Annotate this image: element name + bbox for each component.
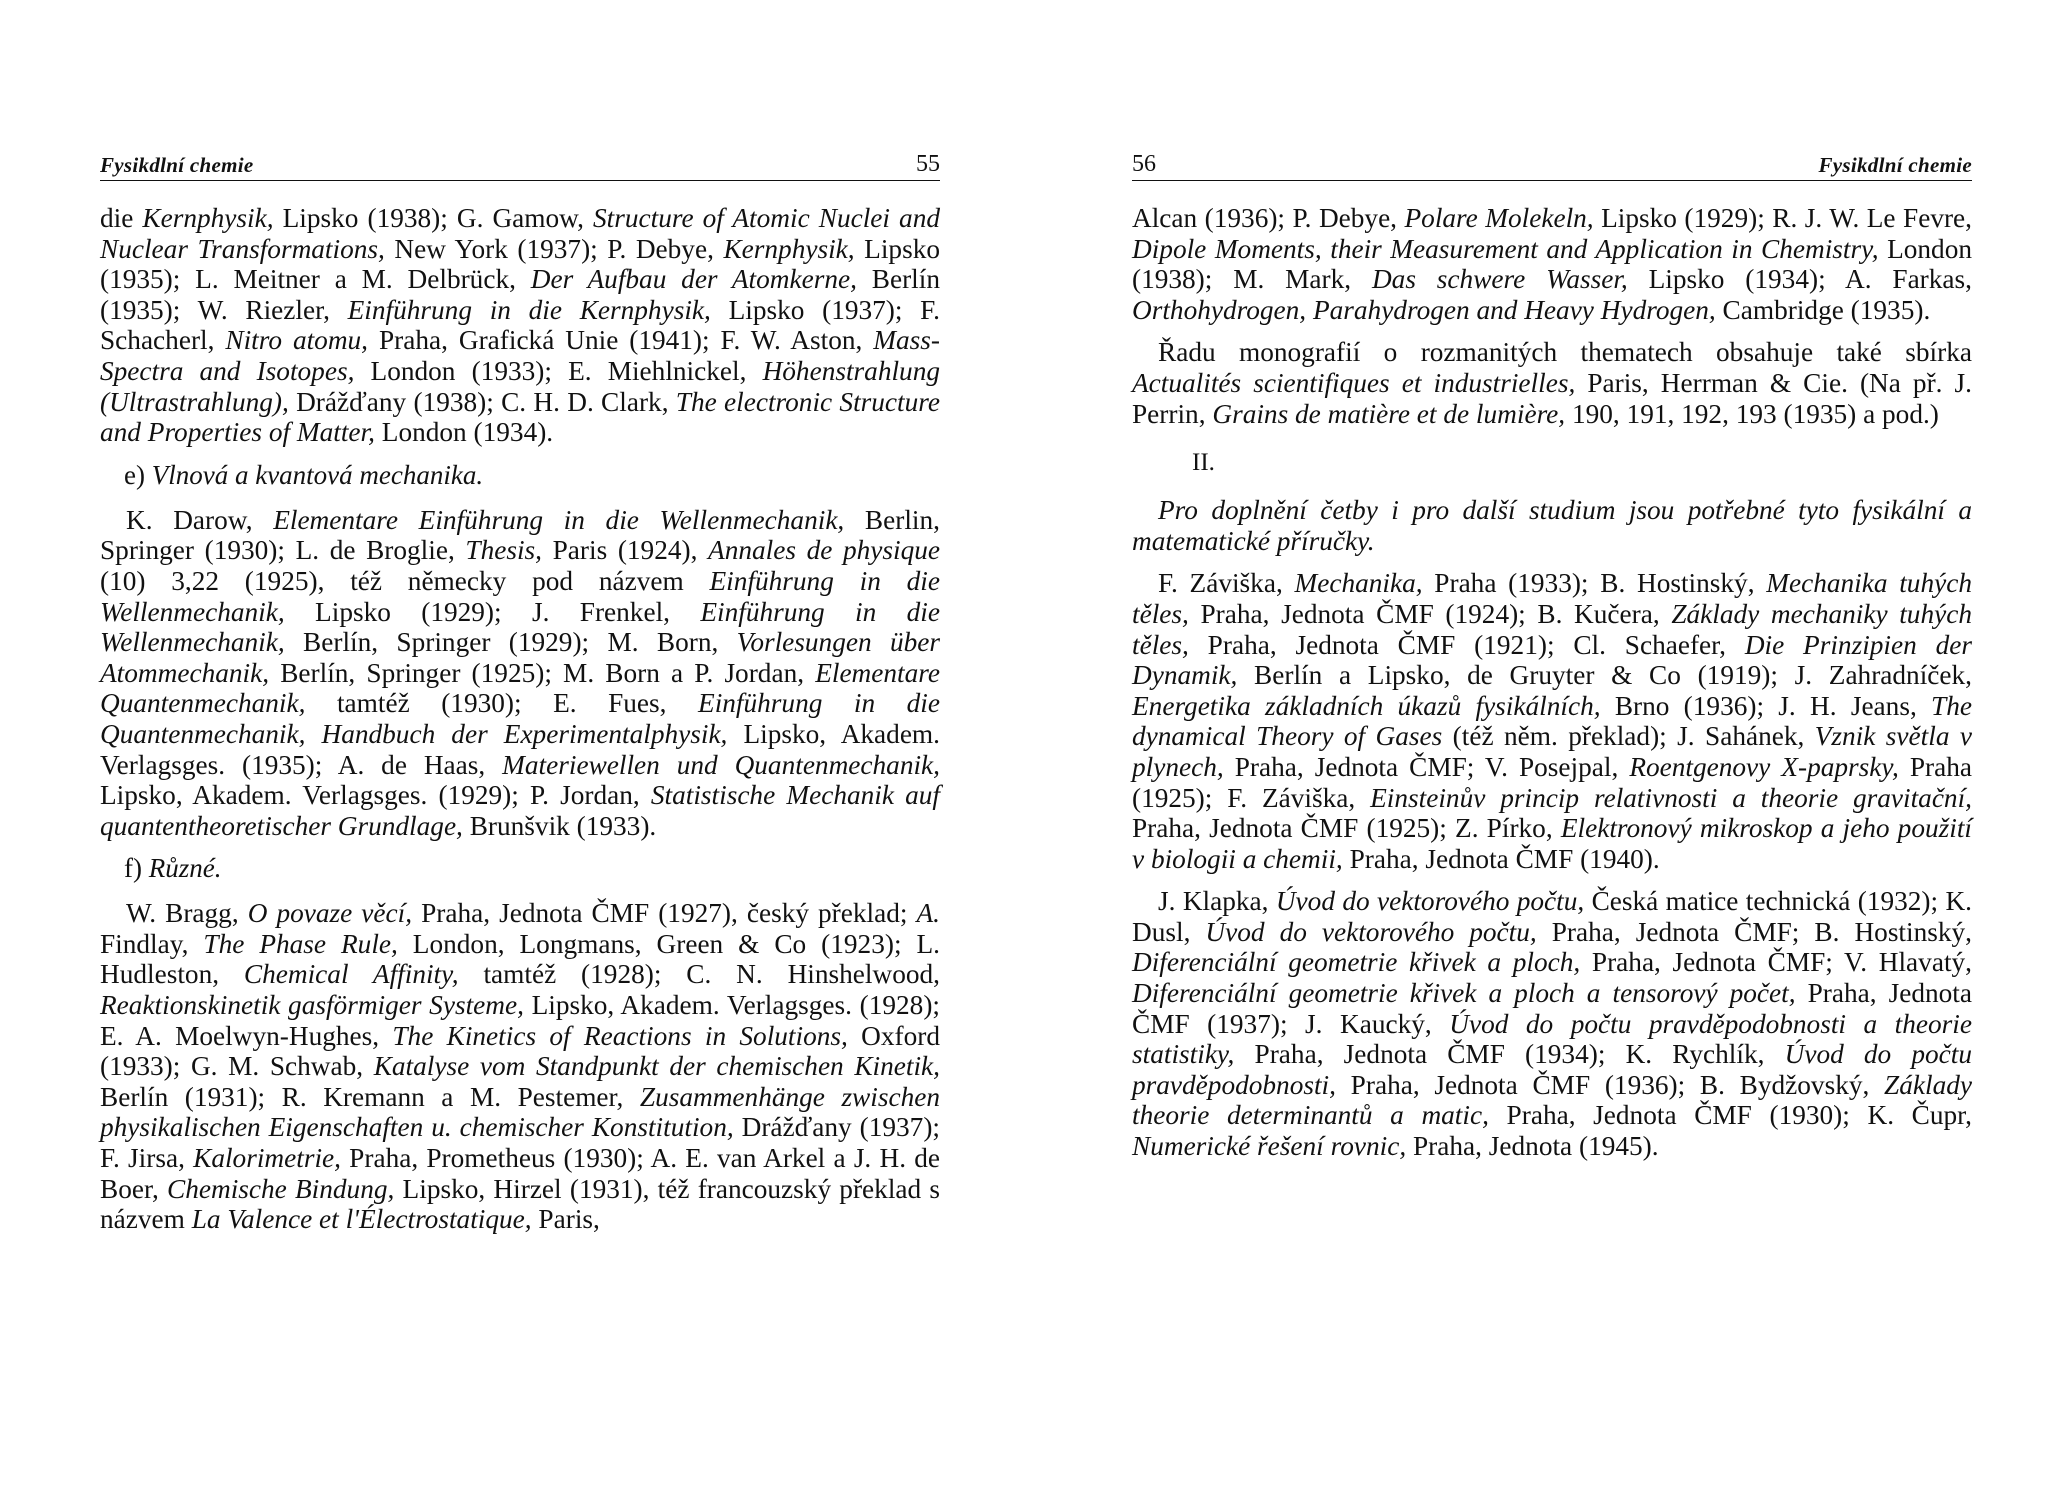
italic-title: Annales de physique	[708, 535, 940, 566]
italic-title: The dynamical Theory of Gases	[1132, 690, 1972, 752]
italic-title: Úvod do vektorového počtu,	[1275, 886, 1585, 917]
italic-title: Polare Molekeln,	[1404, 203, 1594, 233]
italic-title: Numerické řešení rovnic,	[1132, 1131, 1407, 1162]
italic-title: Chemische Bindung,	[167, 1173, 395, 1204]
section-title: Vlnová a kvantová mechanika.	[151, 459, 484, 490]
bibliography-paragraph: die Kernphysik, Lipsko (1938); G. Gamow, Structure of Atomic Nuclei and Nuclear Transformations, New York (1937); P. Debye, Kernphysik, Lipsko (1935); L. Meitner a M. Delbrück, Der Aufbau der Atomkerne, Berlín (1935); W. Riezler, Einführung in die Kernphysik, Lipsko (1937); F. Schacherl, Nitro atomu, Praha, Grafická Unie (1941); F. W. Aston, Mass-Spectra and Isotopes, London (1933); E. Miehlnickel, Höhenstrahlung (Ultrastrahlung), Drážďany (1938); C. H. D. Clark, The electronic Structure and Properties of Matter, London (1934).	[100, 203, 941, 448]
italic-title: Die Prinzipien der Dynamik,	[1132, 629, 1972, 691]
italic-title: Diferenciální geometrie křivek a ploch,	[1132, 947, 1581, 978]
italic-title: Úvod do počtu pravděpodobnosti,	[1132, 1039, 1973, 1100]
section-title: Různé.	[148, 853, 222, 884]
italic-title: Katalyse vom Standpunkt der chemischen Kinetik,	[373, 1051, 940, 1082]
italic-title: Einführung in die Kernphysik,	[347, 294, 711, 325]
italic-title: Kernphysik,	[142, 203, 274, 233]
italic-title: Das schwere Wasser,	[1371, 264, 1628, 295]
italic-title: Mechanika tuhých těles,	[1132, 568, 1972, 629]
italic-title: Diferenciální geometrie křivek a ploch a tensorový počet,	[1132, 978, 1796, 1009]
bibliography-paragraph: W. Bragg, O povaze věcí, Praha, Jednota ČMF (1927), český překlad; A. Findlay, The Phase Rule, London, Longmans, Green & Co (1923); L. Hudleston, Chemical Affinity, tamtéž (1928); C. N. Hinshelwood, Reaktionskinetik gasförmiger Systeme, Lipsko, Akadem. Verlagsges. (1928); E. A. Moelwyn-Hughes, The Kinetics of Reactions in Solutions, Oxford (1933); G. M. Schwab, Katalyse vom Standpunkt der chemischen Kinetik, Berlín (1931); R. Kremann a M. Pestemer, Zusammenhänge zwischen physikalischen Eigenschaften u. chemischer Konstitution, Drážďany (1937); F. Jirsa, Kalorimetrie, Praha, Prometheus (1930); A. E. van Arkel a J. H. de Boer, Chemische Bindung, Lipsko, Hirzel (1931), též francouzský překlad s názvem La Valence et l'Électrostatique, Paris,	[100, 898, 941, 1235]
italic-title: Elementare Quantenmechanik,	[100, 657, 940, 719]
italic-title: The electronic Structure and Properties of Matter,	[100, 386, 940, 448]
italic-title: Energetika základních úkazů fysikálních,	[1132, 690, 1601, 721]
italic-title: Actualités scientifiques et industrielles,	[1132, 367, 1576, 398]
italic-title: La Valence et l'Électrostatique,	[191, 1204, 532, 1235]
section-lead: Pro doplnění četby i pro další studium jsou potřebné tyto fysikální a matematické příručky.	[1132, 495, 1972, 556]
right-page-body	[1132, 203, 1972, 1162]
italic-title: Thesis,	[465, 535, 542, 566]
italic-title: Höhenstrahlung (Ultrastrahlung),	[100, 355, 940, 417]
bibliography-paragraph: Řadu monografií o rozmanitých thematech obsahuje také sbírka Actualités scientifiques et industrielles, Paris, Herrman & Cie. (Na př. J. Perrin, Grains de matière et de lumière, 190, 191, 192, 193 (1935) a pod.)	[1132, 337, 1972, 429]
italic-title: Vorlesungen über Atommechanik,	[100, 627, 940, 688]
section-letter: e)	[124, 459, 145, 490]
italic-title: Kernphysik,	[723, 233, 855, 264]
italic-title: The Kinetics of Reactions in Solutions,	[392, 1020, 848, 1051]
italic-title: Grains de matière et de lumière,	[1212, 398, 1566, 429]
section-heading-f	[124, 853, 940, 884]
page-number: 56	[1132, 151, 1156, 177]
italic-title: Structure of Atomic Nuclei and Nuclear Transformations,	[100, 203, 940, 264]
left-page-header	[100, 148, 940, 181]
running-title: Fysikdlní chemie	[100, 153, 254, 177]
italic-title: Nitro atomu,	[225, 325, 369, 356]
section-letter: f)	[124, 853, 142, 884]
bibliography-paragraph: F. Záviška, Mechanika, Praha (1933); B. Hostinský, Mechanika tuhých těles, Praha, Jednota ČMF (1924); B. Kučera, Základy mechaniky tuhých těles, Praha, Jednota ČMF (1921); Cl. Schaefer, Die Prinzipien der Dynamik, Berlín a Lipsko, de Gruyter & Co (1919); J. Zahradníček, Energetika základních úkazů fysikálních, Brno (1936); J. H. Jeans, The dynamical Theory of Gases (též něm. překlad); J. Sahánek, Vznik světla v plynech, Praha, Jednota ČMF; V. Posejpal, Roentgenovy X-paprsky, Praha (1925); F. Záviška, Einsteinův princip relativnosti a theorie gravitační, Praha, Jednota ČMF (1925); Z. Pírko, Elektronový mikroskop a jeho použití v biologii a chemii, Praha, Jednota ČMF (1940).	[1132, 568, 1973, 874]
italic-title: Úvod do počtu pravděpodobnosti a theorie statistiky,	[1132, 1008, 1972, 1070]
italic-title: Základy theorie determinantů a matic,	[1132, 1069, 1972, 1131]
bibliography-paragraph: J. Klapka, Úvod do vektorového počtu, Česká matice technická (1932); K. Dusl, Úvod do vektorového počtu, Praha, Jednota ČMF; B. Hostinský, Diferenciální geometrie křivek a ploch, Praha, Jednota ČMF; V. Hlavatý, Diferenciální geometrie křivek a ploch a tensorový počet, Praha, Jednota ČMF (1937); J. Kaucký, Úvod do počtu pravděpodobnosti a theorie statistiky, Praha, Jednota ČMF (1934); K. Rychlík, Úvod do počtu pravděpodobnosti, Praha, Jednota ČMF (1936); B. Bydžovský, Základy theorie determinantů a matic, Praha, Jednota ČMF (1930); K. Čupr, Numerické řešení rovnic, Praha, Jednota (1945).	[1132, 886, 1973, 1162]
italic-title: Vznik světla v plynech,	[1132, 721, 1972, 782]
section-heading-e	[124, 460, 940, 491]
running-title: Fysikdlní chemie	[1818, 153, 1972, 177]
italic-title: Statistische Mechanik auf quantentheoretischer Grundlage,	[100, 780, 940, 841]
bibliography-paragraph: Alcan (1936); P. Debye, Polare Molekeln, Lipsko (1929); R. J. W. Le Fevre, Dipole Moments, their Measurement and Application in Chemistry, London (1938); M. Mark, Das schwere Wasser, Lipsko (1934); A. Farkas, Orthohydrogen, Parahydrogen and Heavy Hydrogen, Cambridge (1935).	[1132, 203, 1972, 325]
italic-title: Mass-Spectra and Isotopes,	[100, 325, 941, 386]
italic-title: Einführung in die Quantenmechanik, Handbuch der Experimentalphysik,	[100, 688, 940, 749]
page-number: 55	[916, 151, 940, 177]
italic-title: Materiewellen und Quantenmechanik,	[502, 749, 940, 780]
italic-title: Mechanika,	[1294, 568, 1423, 599]
italic-title: Roentgenovy X-paprsky,	[1629, 751, 1899, 782]
italic-title: Zusammenhänge zwischen physikalischen Eigenschaften u. chemischer Konstitution,	[100, 1081, 941, 1143]
italic-title: Úvod do vektorového počtu,	[1205, 916, 1537, 947]
italic-title: Reaktionskinetik gasförmiger Systeme,	[100, 990, 524, 1021]
italic-title: O povaze věcí,	[247, 898, 413, 929]
left-page-body	[100, 203, 940, 1235]
right-page	[1132, 148, 1972, 1174]
italic-title: Dipole Moments, their Measurement and Application in Chemistry,	[1132, 233, 1879, 264]
section-number: II.	[1192, 449, 1215, 477]
bibliography-paragraph: K. Darow, Elementare Einführung in die Wellenmechanik, Berlin, Springer (1930); L. de Broglie, Thesis, Paris (1924), Annales de physique (10) 3,22 (1925), též německy pod názvem Einführung in die Wellenmechanik, Lipsko (1929); J. Frenkel, Einführung in die Wellenmechanik, Berlín, Springer (1929); M. Born, Vorlesungen über Atommechanik, Berlín, Springer (1925); M. Born a P. Jordan, Elementare Quantenmechanik, tamtéž (1930); E. Fues, Einführung in die Quantenmechanik, Handbuch der Experimentalphysik, Lipsko, Akadem. Verlagsges. (1935); A. de Haas, Materiewellen und Quantenmechanik, Lipsko, Akadem. Verlagsges. (1929); P. Jordan, Statistische Mechanik auf quantentheoretischer Grundlage, Brunšvik (1933).	[100, 504, 940, 841]
italic-title: Der Aufbau der Atomkerne,	[530, 264, 857, 295]
italic-title: Základy mechaniky tuhých těles,	[1132, 598, 1972, 660]
italic-title: Einführung in die Wellenmechanik,	[100, 565, 940, 627]
right-page-header	[1132, 148, 1972, 181]
italic-title: Elektronový mikroskop a jeho použití v biologii a chemii,	[1132, 813, 1973, 874]
italic-title: Elementare Einführung in die Wellenmechanik,	[273, 504, 845, 535]
italic-title: Kalorimetrie,	[193, 1143, 341, 1174]
italic-title: Chemical Affinity,	[243, 959, 459, 990]
left-page	[100, 148, 940, 1247]
italic-title: Einsteinův princip relativnosti a theorie gravitační,	[1370, 782, 1972, 813]
italic-title: The Phase Rule,	[203, 928, 398, 959]
italic-title: A.	[916, 898, 940, 929]
italic-title: Einführung in die Wellenmechanik,	[100, 596, 940, 658]
italic-title: Orthohydrogen, Parahydrogen and Heavy Hydrogen,	[1132, 294, 1716, 325]
